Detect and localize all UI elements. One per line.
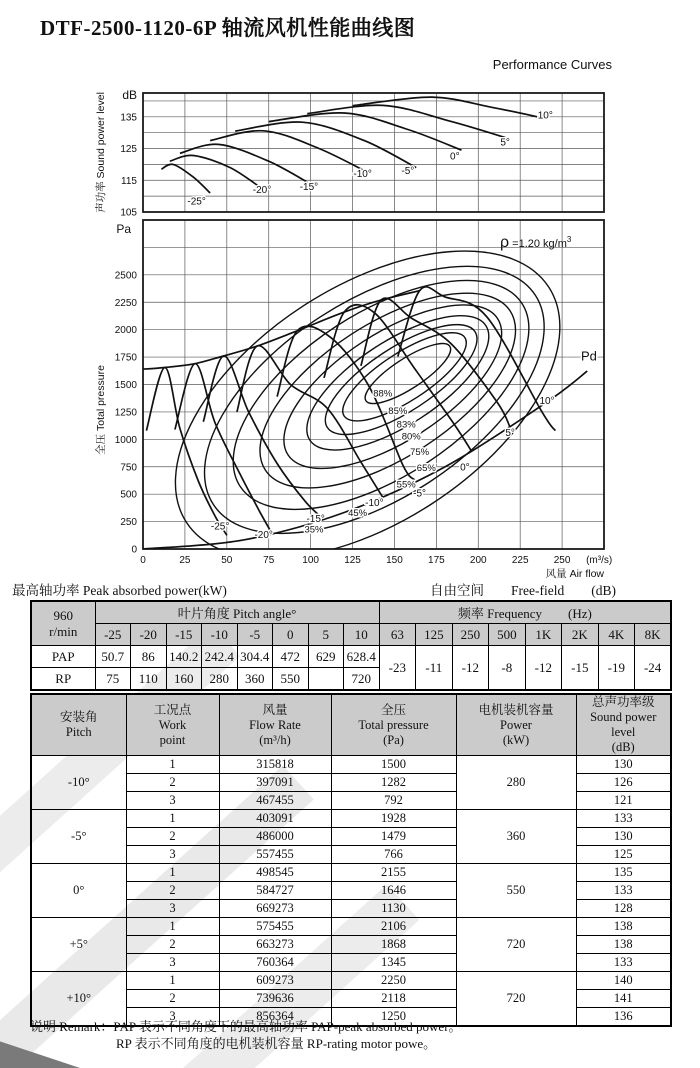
x-axis-title: 风量 Air flow — [545, 568, 604, 580]
row-label-pap: PAP — [31, 646, 95, 668]
y-tick-label: 2250 — [114, 297, 137, 309]
pressure-cell: 766 — [331, 846, 456, 864]
sound-level-cell: 135 — [576, 864, 671, 882]
pressure-curve--20° — [175, 364, 272, 534]
y-tick-label: 0 — [131, 544, 137, 556]
pressure-cell: 1250 — [331, 1008, 456, 1027]
pitch-curve-label: -5° — [413, 488, 427, 500]
workpoint-table — [30, 693, 672, 1027]
workpoint-cell: 2 — [126, 828, 219, 846]
freq-value-cell: -8 — [489, 646, 526, 691]
pap-value-cell: 50.7 — [95, 646, 131, 668]
column-header-0: 安装角 Pitch — [31, 694, 126, 756]
flow-cell: 575455 — [219, 918, 331, 936]
workpoint-table-head — [31, 694, 671, 756]
flow-cell: 498545 — [219, 864, 331, 882]
pitch-angle-header: 叶片角度 Pitch angle° — [95, 601, 379, 624]
rp-value-cell: 110 — [131, 668, 167, 691]
efficiency-label: 83% — [396, 419, 416, 431]
pitch-col-header: 10 — [344, 624, 380, 646]
x-tick-label: 50 — [221, 555, 233, 566]
pap-value-cell: 242.4 — [202, 646, 238, 668]
efficiency-label: 45% — [348, 508, 368, 520]
sound-curve-5° — [307, 105, 510, 139]
pap-value-cell: 304.4 — [237, 646, 273, 668]
pitch-curve-label: -10° — [365, 498, 384, 510]
y-tick-label: 750 — [120, 462, 137, 474]
efficiency-label: 65% — [416, 463, 436, 475]
pitch-col-header: -10 — [202, 624, 238, 646]
flow-cell: 584727 — [219, 882, 331, 900]
freq-value-cell: -12 — [452, 646, 489, 691]
workpoint-cell: 1 — [126, 918, 219, 936]
efficiency-label: 80% — [401, 431, 421, 443]
power-cell: 720 — [456, 972, 576, 1027]
remark-line-1 — [30, 1018, 462, 1035]
pressure-cell: 2118 — [331, 990, 456, 1008]
y-tick-label: 2500 — [114, 270, 137, 282]
pap-value-cell: 86 — [131, 646, 167, 668]
caption-free-field: 自由空间 Free-field (dB) — [430, 583, 616, 598]
workpoint-cell: 1 — [126, 864, 219, 882]
flow-cell: 609273 — [219, 972, 331, 990]
efficiency-label: 35% — [304, 524, 324, 536]
efficiency-contour-80% — [287, 290, 509, 475]
x-tick-label: 125 — [344, 555, 361, 566]
power-cell: 360 — [456, 810, 576, 864]
workpoint-cell: 3 — [126, 900, 219, 918]
x-tick-label: 250 — [553, 555, 571, 566]
flow-cell: 663273 — [219, 936, 331, 954]
pressure-curve--25° — [146, 367, 226, 535]
flow-cell: 467455 — [219, 792, 331, 810]
flow-cell: 557455 — [219, 846, 331, 864]
caption-peak-absorbed-power: 最高轴功率 Peak absorbed power(kW) — [12, 583, 227, 598]
pap-value-cell: 628.4 — [344, 646, 380, 668]
pitch-col-header: -20 — [131, 624, 167, 646]
power-cell: 550 — [456, 864, 576, 918]
freq-value-cell: -11 — [416, 646, 453, 691]
y-tick-label: 250 — [120, 517, 137, 529]
pitch-cell: +10° — [31, 972, 126, 1027]
pressure-cell: 2250 — [331, 972, 456, 990]
workpoint-cell: 3 — [126, 1008, 219, 1027]
sound-curve--10° — [210, 131, 368, 173]
workpoint-cell: 2 — [126, 774, 219, 792]
efficiency-label: 75% — [410, 447, 430, 459]
freq-col-header: 63 — [379, 624, 416, 646]
flow-cell: 856364 — [219, 1008, 331, 1027]
y-axis-unit: dB — [122, 88, 137, 102]
x-tick-label: 225 — [511, 555, 529, 566]
rp-value-cell: 75 — [95, 668, 131, 691]
y-tick-label: 1500 — [114, 380, 137, 391]
pitch-cell: 0° — [31, 864, 126, 918]
pitch-cell: +5° — [31, 918, 126, 972]
power-frequency-table — [30, 600, 672, 691]
pitch-curve-label: 0° — [460, 462, 470, 474]
workpoint-cell: 3 — [126, 846, 219, 864]
workpoint-row — [31, 810, 671, 828]
sound-level-cell: 128 — [576, 900, 671, 918]
workpoint-row — [31, 864, 671, 882]
column-header-3: 全压 Total pressure (Pa) — [331, 694, 456, 756]
y-tick-label: 2000 — [114, 325, 137, 337]
rp-value-cell — [308, 668, 344, 691]
power-cell: 280 — [456, 756, 576, 810]
x-tick-label: 25 — [179, 555, 191, 566]
flow-cell: 760364 — [219, 954, 331, 972]
column-header-2: 风量 Flow Rate (m³/h) — [219, 694, 331, 756]
x-tick-label: 75 — [263, 555, 275, 566]
sound-level-cell: 138 — [576, 936, 671, 954]
speed-cell: 960 r/min — [31, 601, 95, 646]
sound-curve--20° — [170, 155, 264, 189]
flow-cell: 669273 — [219, 900, 331, 918]
sound-curve-label: -25° — [187, 196, 206, 208]
workpoint-cell: 1 — [126, 972, 219, 990]
x-tick-label: 100 — [302, 555, 319, 566]
sound-level-cell: 133 — [576, 810, 671, 828]
page-title: DTF-2500-1120-6P 轴流风机性能曲线图 — [40, 16, 416, 40]
pitch-cell: -5° — [31, 810, 126, 864]
remark-block — [30, 1018, 462, 1052]
pressure-cell: 1130 — [331, 900, 456, 918]
y-tick-label: 115 — [121, 175, 137, 187]
pressure-cell: 1928 — [331, 810, 456, 828]
pitch-curve-label: 10° — [539, 396, 555, 408]
freq-col-header: 4K — [598, 624, 635, 646]
rp-value-cell: 720 — [344, 668, 380, 691]
freq-value-cell: -24 — [635, 646, 672, 691]
sound-curve-label: 0° — [450, 151, 460, 163]
row-label-rp: RP — [31, 668, 95, 691]
x-tick-label: 0 — [140, 555, 146, 566]
freq-col-header: 2K — [562, 624, 599, 646]
sound-level-cell: 138 — [576, 918, 671, 936]
column-header-5: 总声功率级 Sound power level (dB) — [576, 694, 671, 756]
freq-col-header: 125 — [416, 624, 453, 646]
remark-prefix: 说明 Remark： — [30, 1019, 114, 1034]
pap-value-cell: 629 — [308, 646, 344, 668]
pitch-col-header: -25 — [95, 624, 131, 646]
pitch-curve-label: -20° — [254, 530, 273, 542]
sound-level-cell: 126 — [576, 774, 671, 792]
sound-axis-title: 声功率 Sound power level — [95, 92, 107, 213]
freq-value-cell: -15 — [562, 646, 599, 691]
sound-level-cell: 136 — [576, 1008, 671, 1027]
pressure-cell: 2106 — [331, 918, 456, 936]
workpoint-cell: 2 — [126, 882, 219, 900]
y-tick-label: 105 — [120, 207, 137, 219]
sound-curve-label: -10° — [353, 169, 372, 181]
freq-col-header: 250 — [452, 624, 489, 646]
sound-level-cell: 140 — [576, 972, 671, 990]
x-tick-label: 175 — [428, 555, 445, 566]
workpoint-cell: 3 — [126, 792, 219, 810]
sound-level-cell: 125 — [576, 846, 671, 864]
pressure-chart — [94, 188, 613, 590]
sound-curve--25° — [161, 164, 210, 193]
flow-cell: 315818 — [219, 756, 331, 774]
workpoint-cell: 2 — [126, 990, 219, 1008]
column-header-4: 电机装机容量 Power (kW) — [456, 694, 576, 756]
workpoint-cell: 3 — [126, 954, 219, 972]
sound-curve-label: -20° — [252, 184, 272, 196]
pressure-curve-10° — [398, 287, 556, 431]
sound-level-cell: 133 — [576, 882, 671, 900]
flow-cell: 397091 — [219, 774, 331, 792]
pressure-cell: 2155 — [331, 864, 456, 882]
column-header-1: 工况点 Work point — [126, 694, 219, 756]
sound-curve-label: -15° — [299, 181, 319, 193]
y-tick-label: 1750 — [114, 352, 137, 364]
frequency-header: 频率 Frequency (Hz) — [379, 601, 671, 624]
freq-value-cell: -19 — [598, 646, 635, 691]
workpoint-cell: 1 — [126, 756, 219, 774]
sound-curve-10° — [353, 97, 541, 117]
sound-curve--5° — [235, 122, 416, 168]
pressure-cell: 1479 — [331, 828, 456, 846]
y-tick-label: 135 — [120, 112, 137, 124]
y-tick-label: 500 — [120, 489, 137, 501]
flow-cell: 403091 — [219, 810, 331, 828]
sound-level-cell: 130 — [576, 756, 671, 774]
pressure-axis-title: 全压 Total pressure — [95, 365, 107, 455]
pressure-cell: 1345 — [331, 954, 456, 972]
sound-power-chart — [94, 88, 604, 219]
workpoint-row — [31, 918, 671, 936]
remark-text-1: PAP 表示不同角度下的最高轴功率 PAP-peak absorbed power。 — [113, 1019, 462, 1034]
freq-col-header: 500 — [489, 624, 526, 646]
flow-cell: 739636 — [219, 990, 331, 1008]
pap-value-cell: 140.2 — [166, 646, 202, 668]
subtitle: Performance Curves — [492, 57, 612, 72]
pressure-cell: 1500 — [331, 756, 456, 774]
workpoint-row — [31, 756, 671, 774]
air-density-annotation: ρ =1.20 $kg/m^3$ — [500, 234, 572, 251]
pd-label: Pd — [580, 348, 597, 364]
sound-chart-frame — [143, 93, 604, 212]
y-tick-label: 1000 — [114, 434, 137, 446]
y-tick-label: 125 — [120, 144, 137, 156]
pressure-cell: 1282 — [331, 774, 456, 792]
remark-line-2: RP 表示不同角度的电机装机容量 RP-rating motor powe。 — [116, 1036, 437, 1051]
sound-curve-label: -5° — [401, 165, 415, 177]
workpoint-cell: 1 — [126, 810, 219, 828]
rp-value-cell: 280 — [202, 668, 238, 691]
sound-level-cell: 141 — [576, 990, 671, 1008]
rp-value-cell: 550 — [273, 668, 309, 691]
x-axis-unit: (m³/s) — [586, 555, 613, 566]
y-tick-label: 1250 — [114, 407, 137, 419]
workpoint-table-body — [31, 756, 671, 1027]
y-axis-unit: Pa — [116, 222, 131, 236]
freq-col-header: 1K — [525, 624, 562, 646]
pitch-col-header: -15 — [166, 624, 202, 646]
rp-value-cell: 160 — [166, 668, 202, 691]
pitch-curve-label: -25° — [210, 521, 230, 533]
pitch-curve-label: -15° — [306, 514, 325, 526]
sound-level-cell: 121 — [576, 792, 671, 810]
freq-col-header: 8K — [635, 624, 672, 646]
pressure-cell: 1868 — [331, 936, 456, 954]
rp-value-cell: 360 — [237, 668, 273, 691]
efficiency-label: 88% — [373, 388, 393, 400]
x-tick-label: 150 — [386, 555, 403, 566]
pitch-col-header: -5 — [237, 624, 273, 646]
efficiency-label: 85% — [388, 406, 408, 418]
pitch-cell: -10° — [31, 756, 126, 810]
flow-cell: 486000 — [219, 828, 331, 846]
pap-value-cell: 472 — [273, 646, 309, 668]
sound-curve-label: 5° — [500, 137, 510, 149]
freq-value-cell: -12 — [525, 646, 562, 691]
pressure-cell: 792 — [331, 792, 456, 810]
workpoint-row — [31, 972, 671, 990]
pitch-curve-label: 5° — [505, 428, 515, 440]
efficiency-label: 55% — [396, 479, 416, 491]
workpoint-cell: 2 — [126, 936, 219, 954]
sound-curve-0° — [269, 113, 462, 150]
pitch-col-header: 0 — [273, 624, 309, 646]
pitch-col-header: 5 — [308, 624, 344, 646]
sound-curve-label: 10° — [537, 110, 553, 122]
sound-level-cell: 133 — [576, 954, 671, 972]
x-tick-label: 200 — [469, 555, 487, 566]
pressure-cell: 1646 — [331, 882, 456, 900]
freq-value-cell: -23 — [379, 646, 416, 691]
power-cell: 720 — [456, 918, 576, 972]
sound-level-cell: 130 — [576, 828, 671, 846]
performance-charts — [0, 85, 660, 590]
